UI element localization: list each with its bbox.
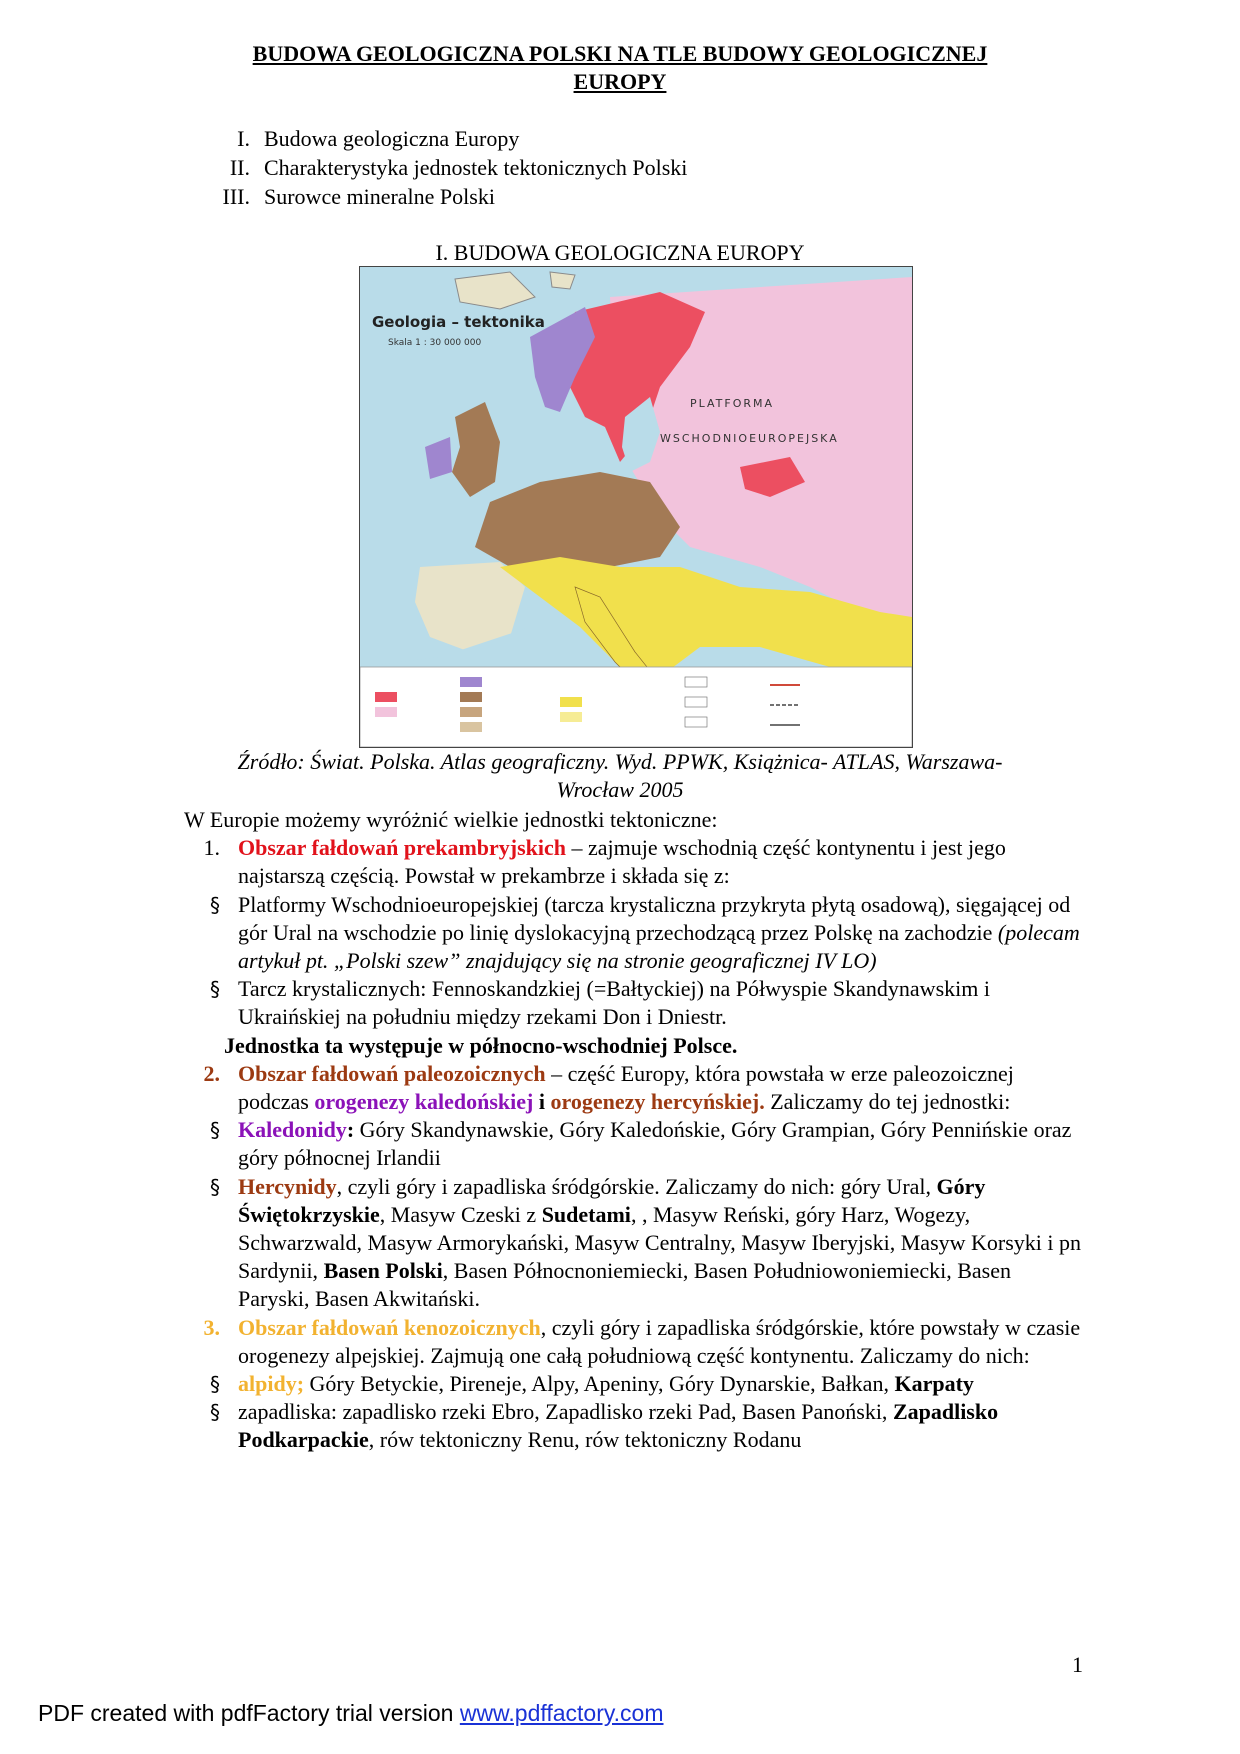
map-legend: [360, 667, 912, 747]
document-body: [184, 806, 1084, 1455]
toc-item: III. Surowce mineralne Polski: [222, 184, 495, 209]
page-number: 1: [1072, 1652, 1083, 1677]
legend-swatch: [375, 692, 397, 702]
legend-swatch: [685, 677, 707, 687]
legend-swatch: [460, 692, 482, 702]
legend-swatch: [460, 722, 482, 732]
pdffactory-link[interactable]: www.pdffactory.com: [459, 1700, 664, 1726]
map-source-caption: Źródło: Świat. Polska. Atlas geograficzny. Wyd. PPWK, Książnica- ATLAS, Warszawa- Wrocław 2005: [237, 749, 1003, 802]
bullet-item: § alpidy; Góry Betyckie, Pireneje, Alpy, Apeniny, Góry Dynarskie, Bałkan, Karpaty: [210, 1371, 974, 1397]
map-title: Geologia – tektonika: [372, 313, 545, 331]
geology-map-image: [359, 266, 913, 748]
title-line-2: EUROPY: [573, 69, 667, 94]
legend-swatch: [560, 712, 582, 722]
map-label-platform: PLATFORMA: [690, 397, 775, 410]
map-label-east: WSCHODNIOEUROPEJSKA: [660, 432, 839, 445]
document-title: [150, 40, 1090, 96]
intro-paragraph: W Europie możemy wyróżnić wielkie jednostki tektoniczne:: [184, 807, 718, 832]
section-note: Jednostka ta występuje w północno-wschodniej Polsce.: [224, 1032, 738, 1058]
bullet-item: § Tarcz krystalicznych: Fennoskandzkiej (=Bałtyckiej) na Półwyspie Skandynawskim i Ukraińskiej na południu między rzekami Don i Dniestr.: [210, 976, 990, 1030]
numbered-item: 1. Obszar fałdowań prekambryjskich – zajmuje wschodnią część kontynentu i jest jego najstarszą częścią. Powstał w prekambrze i składa się z:: [203, 835, 1006, 889]
numbered-item: 3. Obszar fałdowań kenozoicznych, czyli góry i zapadliska śródgórskie, które powstały w czasie orogenezy alpejskiej. Zajmują one całą południową część kontynentu. Zaliczamy do nich:: [203, 1314, 1081, 1368]
map-island: [550, 272, 575, 289]
legend-swatch: [560, 697, 582, 707]
legend-swatch: [460, 677, 482, 687]
bullet-item: § Hercynidy, czyli góry i zapadliska śródgórskie. Zaliczamy do nich: góry Ural, Góry Świętokrzyskie, Masyw Czeski z Sudetami, , Masyw Reński, góry Harz, Wogezy, Schwarzwald, Masyw Armorykański, Masyw Centralny, Masyw Iberyjski, Masyw Korsyki i pn Sardynii, Basen Polski, Basen Północnoniemiecki, Basen Południowoniemiecki, Basen Paryski, Basen Akwitański.: [210, 1173, 1082, 1312]
legend-swatch: [685, 717, 707, 727]
map-scale: Skala 1 : 30 000 000: [388, 338, 482, 348]
bullet-item: § zapadliska: zapadlisko rzeki Ebro, Zapadlisko rzeki Pad, Basen Panoński, Zapadlisko Podkarpackie, rów tektoniczny Renu, rów tektoniczny Rodanu: [210, 1399, 999, 1453]
legend-swatch: [685, 697, 707, 707]
toc-item: I. Budowa geologiczna Europy: [237, 126, 520, 151]
pdf-footer: PDF created with pdfFactory trial version www.pdffactory.com: [38, 1700, 664, 1726]
table-of-contents: [200, 124, 687, 211]
title-line-1: BUDOWA GEOLOGICZNA POLSKI NA TLE BUDOWY GEOLOGICZNEJ: [252, 41, 988, 66]
toc-item: II. Charakterystyka jednostek tektonicznych Polski: [229, 155, 688, 180]
numbered-item: 2. Obszar fałdowań paleozoicznych – część Europy, która powstała w erze paleozoicznej podczas orogenezy kaledońskiej i orogenezy hercyńskiej. Zaliczamy do tej jednostki:: [203, 1060, 1014, 1115]
geology-map-svg: [360, 267, 912, 747]
bullet-item: § Kaledonidy: Góry Skandynawskie, Góry Kaledońskie, Góry Grampian, Góry Pennińskie oraz góry północnej Irlandii: [210, 1117, 1072, 1171]
section-heading: I. BUDOWA GEOLOGICZNA EUROPY: [435, 240, 805, 265]
bullet-item: § Platformy Wschodnioeuropejskiej (tarcza krystaliczna przykryta płytą osadową), sięgającej od gór Ural na wschodzie po linię dyslokacyjną przechodzącą przez Polskę na zachodzie (polecam artykuł pt. „Polski szew” znajdujący się na stronie geograficznej IV LO): [210, 891, 1080, 974]
legend-swatch: [460, 707, 482, 717]
legend-swatch: [375, 707, 397, 717]
